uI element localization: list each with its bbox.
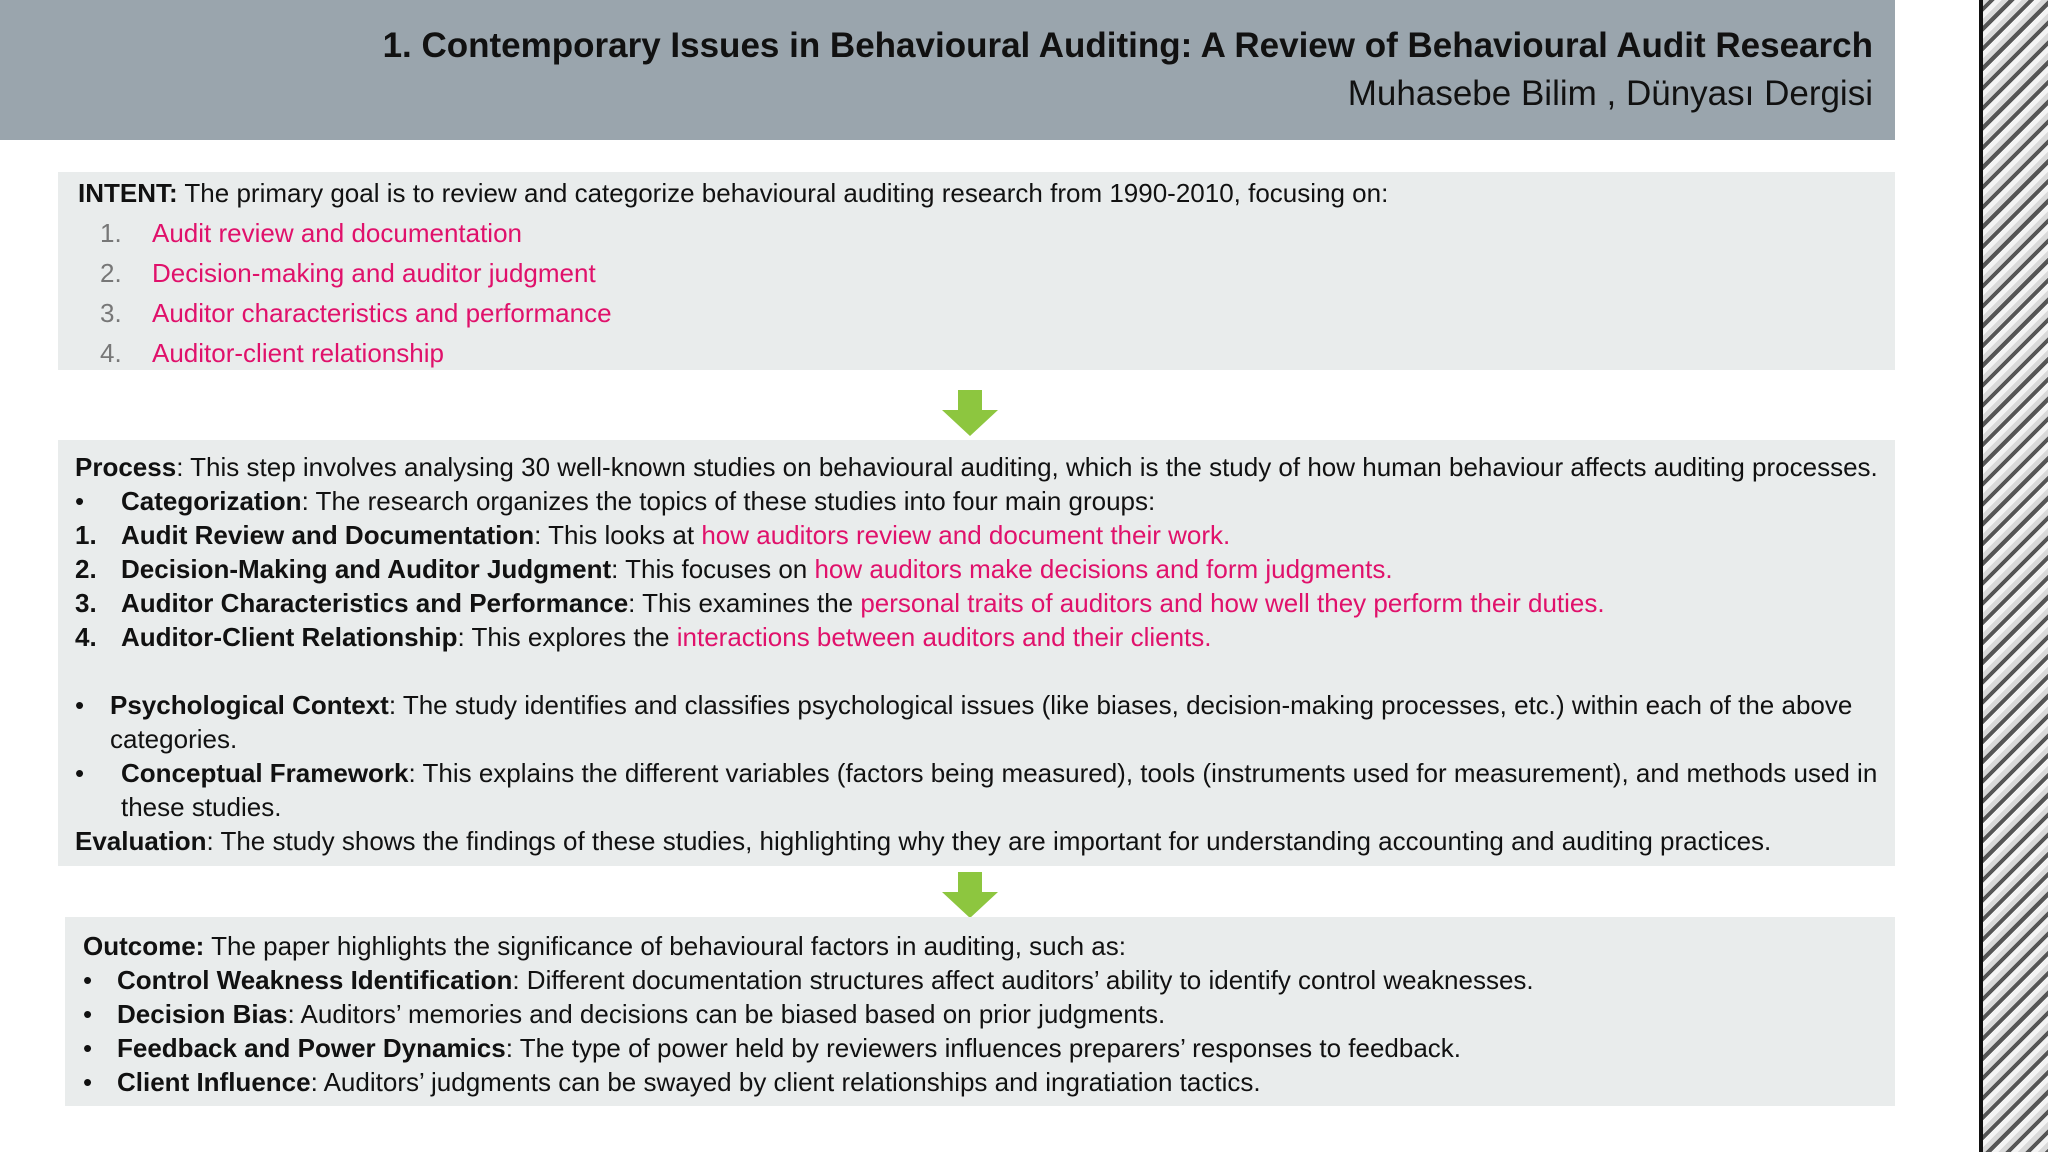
group-label: Auditor Characteristics and Performance bbox=[121, 588, 629, 618]
page-title: 1. Contemporary Issues in Behavioural Auditing: A Review of Behavioural Audit Research bbox=[382, 26, 1873, 65]
intent-text: The primary goal is to review and categorize behavioural auditing research from 1990-2010, focusing on: bbox=[177, 178, 1389, 208]
process-line bbox=[75, 450, 1878, 484]
categorization-text: : The research organizes the topics of these studies into four main groups: bbox=[301, 486, 1156, 516]
outcome-item bbox=[117, 963, 1534, 997]
group-text: : This examines the bbox=[628, 588, 861, 618]
header-banner bbox=[0, 0, 1895, 140]
group-text: : This looks at bbox=[534, 520, 702, 550]
bullet: • bbox=[75, 486, 85, 516]
outcome-label: Outcome: bbox=[83, 931, 205, 961]
framework-label: Conceptual Framework bbox=[121, 758, 409, 788]
group-num: 1. bbox=[75, 520, 97, 550]
outcome-item-text: : The type of power held by reviewers influences preparers’ responses to feedback. bbox=[505, 1033, 1462, 1063]
intent-item-num: 4. bbox=[100, 338, 122, 368]
bullet: • bbox=[75, 690, 85, 720]
intent-label: INTENT: bbox=[78, 178, 178, 208]
intent-item-num: 1. bbox=[100, 218, 122, 248]
outcome-text: The paper highlights the significance of behavioural factors in auditing, such as: bbox=[204, 931, 1126, 961]
page-subtitle: Muhasebe Bilim , Dünyası Dergisi bbox=[1347, 74, 1873, 113]
group-highlight: personal traits of auditors and how well they perform their duties. bbox=[860, 588, 1605, 618]
evaluation-line bbox=[75, 824, 1771, 858]
group-line bbox=[121, 620, 1212, 654]
psych-label: Psychological Context bbox=[110, 690, 389, 720]
group-label: Auditor-Client Relationship bbox=[121, 622, 458, 652]
outcome-item-text: : Auditors’ memories and decisions can be biased based on prior judgments. bbox=[287, 999, 1166, 1029]
decorative-side-line bbox=[1979, 0, 1983, 1152]
outcome-item-text: : Auditors’ judgments can be swayed by client relationships and ingratiation tactics. bbox=[310, 1067, 1261, 1097]
outcome-item-label: Control Weakness Identification bbox=[117, 965, 513, 995]
bullet: • bbox=[83, 965, 93, 995]
group-label: Decision-Making and Auditor Judgment bbox=[121, 554, 612, 584]
group-highlight: how auditors review and document their work. bbox=[701, 520, 1231, 550]
arrow-down-icon bbox=[942, 872, 998, 918]
process-text: : This step involves analysing 30 well-known studies on behavioural auditing, which is the study of how human behaviour affects auditing processes. bbox=[176, 452, 1878, 482]
outcome-item bbox=[117, 997, 1165, 1031]
group-highlight: how auditors make decisions and form judgments. bbox=[814, 554, 1393, 584]
bullet: • bbox=[83, 1033, 93, 1063]
psych-line bbox=[110, 688, 1852, 722]
intent-item-num: 2. bbox=[100, 258, 122, 288]
group-num: 3. bbox=[75, 588, 97, 618]
decorative-side-pattern bbox=[1980, 0, 2048, 1152]
categorization-line bbox=[121, 484, 1155, 518]
outcome-item-label: Decision Bias bbox=[117, 999, 288, 1029]
evaluation-label: Evaluation bbox=[75, 826, 207, 856]
framework-text-cont: these studies. bbox=[121, 792, 282, 822]
group-line bbox=[121, 518, 1230, 552]
intent-item: Audit review and documentation bbox=[152, 218, 523, 248]
outcome-item-label: Feedback and Power Dynamics bbox=[117, 1033, 506, 1063]
outcome-item bbox=[117, 1031, 1461, 1065]
group-text: : This explores the bbox=[457, 622, 677, 652]
outcome-item bbox=[117, 1065, 1261, 1099]
group-line bbox=[121, 552, 1393, 586]
intent-item: Auditor characteristics and performance bbox=[152, 298, 612, 328]
psych-text: : The study identifies and classifies psychological issues (like biases, decision-making processes, etc.) within each of the above bbox=[388, 690, 1853, 720]
arrow-down-icon bbox=[942, 390, 998, 436]
outcome-line bbox=[83, 929, 1126, 963]
group-highlight: interactions between auditors and their clients. bbox=[676, 622, 1212, 652]
intent-item-num: 3. bbox=[100, 298, 122, 328]
group-text: : This focuses on bbox=[611, 554, 815, 584]
intent-line bbox=[78, 176, 1388, 210]
intent-item: Auditor-client relationship bbox=[152, 338, 444, 368]
bullet: • bbox=[75, 758, 85, 788]
intent-item: Decision-making and auditor judgment bbox=[152, 258, 596, 288]
outcome-item-text: : Different documentation structures affect auditors’ ability to identify control weaknesses. bbox=[512, 965, 1534, 995]
process-label: Process bbox=[75, 452, 177, 482]
framework-text: : This explains the different variables (factors being measured), tools (instruments used for measurement), and methods used in bbox=[408, 758, 1878, 788]
evaluation-text: : The study shows the findings of these studies, highlighting why they are important for understanding accounting and auditing practices. bbox=[206, 826, 1772, 856]
group-label: Audit Review and Documentation bbox=[121, 520, 535, 550]
categorization-label: Categorization bbox=[121, 486, 302, 516]
outcome-item-label: Client Influence bbox=[117, 1067, 311, 1097]
group-num: 2. bbox=[75, 554, 97, 584]
bullet: • bbox=[83, 1067, 93, 1097]
bullet: • bbox=[83, 999, 93, 1029]
group-line bbox=[121, 586, 1605, 620]
group-num: 4. bbox=[75, 622, 97, 652]
psych-text-cont: categories. bbox=[110, 724, 238, 754]
framework-line bbox=[121, 756, 1877, 790]
